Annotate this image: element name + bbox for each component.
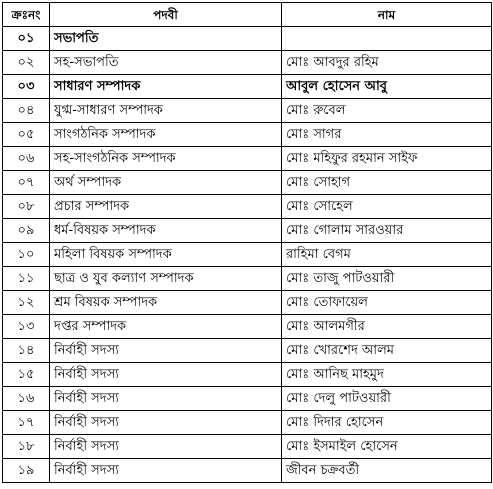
header-serial: ক্রঃনং	[3, 3, 50, 27]
cell-name: মোঃ ইসমাইল হোসেন	[282, 435, 492, 459]
cell-post: সভাপতি	[50, 27, 282, 51]
committee-table	[2, 2, 492, 483]
table-row	[3, 291, 492, 315]
cell-post: ছাত্র ও যুব কল্যাণ সম্পাদক	[50, 267, 282, 291]
header-post: পদবী	[50, 3, 282, 27]
table-row	[3, 363, 492, 387]
cell-name: মোঃ আবদুর রহিম	[282, 51, 492, 75]
cell-serial: ১৪	[3, 339, 50, 363]
cell-serial: ০২	[3, 51, 50, 75]
table-row	[3, 51, 492, 75]
cell-serial: ১০	[3, 243, 50, 267]
cell-serial: ০৭	[3, 171, 50, 195]
cell-post: শ্রম বিষয়ক সম্পাদক	[50, 291, 282, 315]
cell-serial: ১৩	[3, 315, 50, 339]
cell-post: সহ-সাংগঠনিক সম্পাদক	[50, 147, 282, 171]
cell-post: নির্বাহী সদস্য	[50, 387, 282, 411]
cell-post: নির্বাহী সদস্য	[50, 435, 282, 459]
cell-name	[282, 27, 492, 51]
cell-name: মোঃ আলমগীর	[282, 315, 492, 339]
cell-post: অর্থ সম্পাদক	[50, 171, 282, 195]
cell-serial: ০৫	[3, 123, 50, 147]
table-row	[3, 435, 492, 459]
table-row	[3, 387, 492, 411]
cell-serial: ০৩	[3, 75, 50, 99]
cell-post: প্রচার সম্পাদক	[50, 195, 282, 219]
cell-post: দপ্তর সম্পাদক	[50, 315, 282, 339]
cell-post: সহ-সভাপতি	[50, 51, 282, 75]
cell-post: নির্বাহী সদস্য	[50, 459, 282, 483]
cell-name: মোঃ রুবেল	[282, 99, 492, 123]
cell-post: সাধারণ সম্পাদক	[50, 75, 282, 99]
cell-name: জীবন চক্রবর্তী	[282, 459, 492, 483]
cell-serial: ১৫	[3, 363, 50, 387]
table-row	[3, 195, 492, 219]
cell-post: নির্বাহী সদস্য	[50, 411, 282, 435]
table-row	[3, 243, 492, 267]
cell-name: মোঃ তোফায়েল	[282, 291, 492, 315]
cell-post: সাংগঠনিক সম্পাদক	[50, 123, 282, 147]
cell-name: মোঃ খোরশেদ আলম	[282, 339, 492, 363]
table-row	[3, 219, 492, 243]
table-row	[3, 339, 492, 363]
cell-serial: ০৬	[3, 147, 50, 171]
cell-post: যুগ্ম-সাধারণ সম্পাদক	[50, 99, 282, 123]
table-row	[3, 171, 492, 195]
cell-name: মোঃ সোহেল	[282, 195, 492, 219]
cell-post: মহিলা বিষয়ক সম্পাদক	[50, 243, 282, 267]
cell-name: মোঃ তাজু পাটওয়ারী	[282, 267, 492, 291]
table-row	[3, 147, 492, 171]
table-row	[3, 315, 492, 339]
cell-serial: ০৮	[3, 195, 50, 219]
cell-post: নির্বাহী সদস্য	[50, 363, 282, 387]
cell-name: মোঃ দিদার হোসেন	[282, 411, 492, 435]
cell-serial: ১৯	[3, 459, 50, 483]
cell-serial: ১৮	[3, 435, 50, 459]
cell-name: মোঃ মহিফুর রহমান সাইফ	[282, 147, 492, 171]
cell-serial: ১২	[3, 291, 50, 315]
cell-serial: ০৯	[3, 219, 50, 243]
table-row	[3, 459, 492, 483]
cell-post: ধর্ম-বিষয়ক সম্পাদক	[50, 219, 282, 243]
cell-name: মোঃ আনিছ মাহমুদ	[282, 363, 492, 387]
cell-serial: ০৪	[3, 99, 50, 123]
cell-serial: ১৬	[3, 387, 50, 411]
cell-name: মোঃ সোহাগ	[282, 171, 492, 195]
table-row	[3, 267, 492, 291]
table-row	[3, 27, 492, 51]
cell-serial: ১৭	[3, 411, 50, 435]
table-row	[3, 411, 492, 435]
cell-serial: ১১	[3, 267, 50, 291]
table-row	[3, 75, 492, 99]
cell-name: মোঃ দেলু পাটওয়ারী	[282, 387, 492, 411]
cell-name: আবুল হোসেন আবু	[282, 75, 492, 99]
cell-name: রাহিমা বেগম	[282, 243, 492, 267]
table-body	[3, 27, 492, 483]
cell-name: মোঃ সাগর	[282, 123, 492, 147]
cell-serial: ০১	[3, 27, 50, 51]
table-row	[3, 99, 492, 123]
cell-post: নির্বাহী সদস্য	[50, 339, 282, 363]
table-header-row	[3, 3, 492, 27]
table-row	[3, 123, 492, 147]
header-name: নাম	[282, 3, 492, 27]
cell-name: মোঃ গোলাম সারওয়ার	[282, 219, 492, 243]
